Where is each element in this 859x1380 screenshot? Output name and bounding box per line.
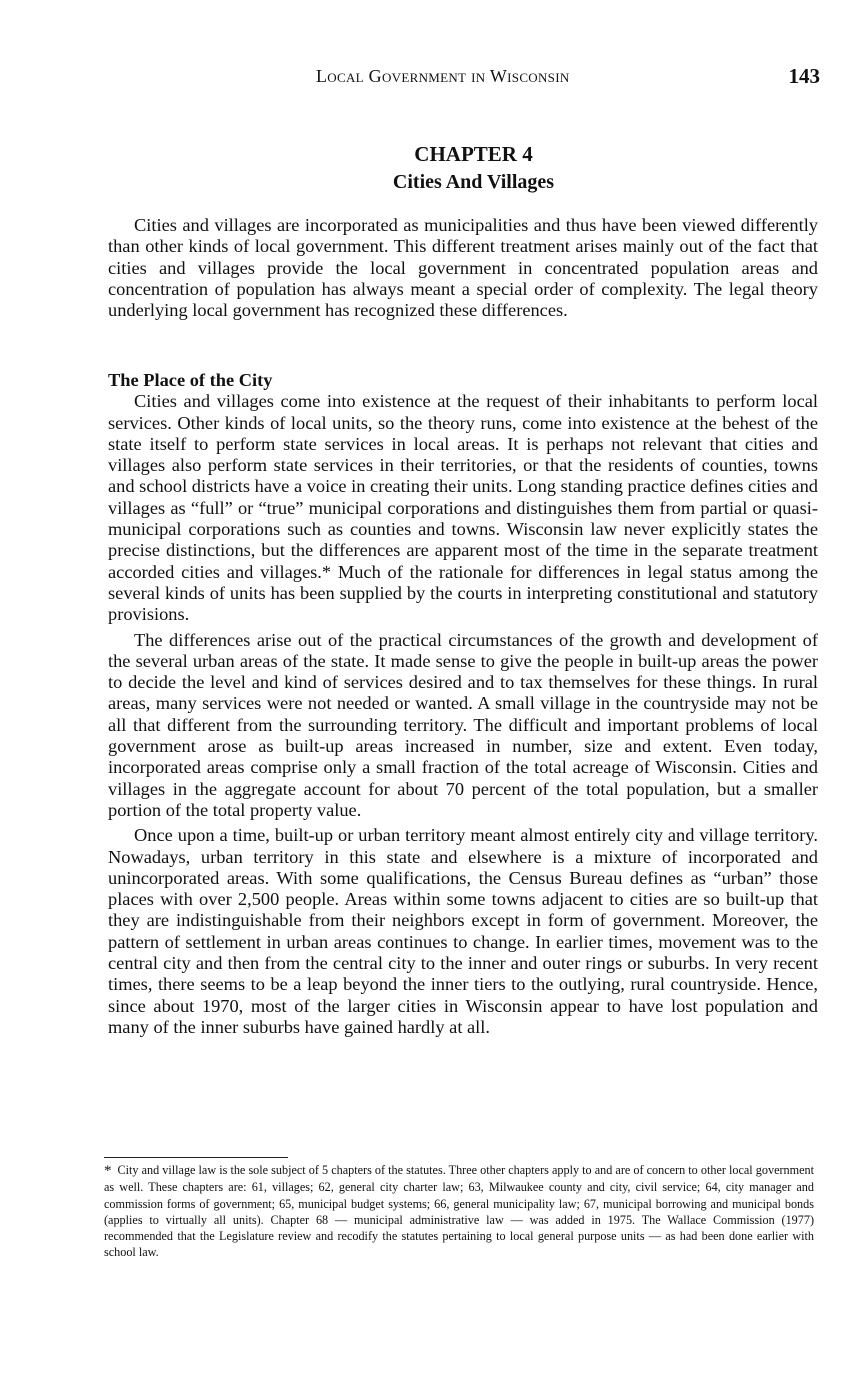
footnote — [104, 1162, 814, 1261]
body-paragraph: Cities and villages come into existence at the request of their inhabitants to perform local services. Other kinds of local units, so the theory runs, come into existence at the behest of the state itself to perform state services in local areas. It is perhaps not relevant that cities and villages also perform state services in their territories, or that the residents of counties, towns and school districts have a voice in creating their units. Long standing practice defines cities and villages as “full” or “true” municipal corporations and distinguishes them from partial or quasi-municipal corporations such as counties and towns. Wisconsin law never explicitly states the precise distinctions, but the differences are apparent most of the time in the separate treatment accorded cities and villages.* Much of the rationale for differences in legal status among the several kinds of units has been supplied by the courts in interpreting constitutional and statutory provisions. — [108, 391, 818, 625]
intro-block — [108, 215, 818, 321]
footnote-text: City and village law is the sole subject of 5 chapters of the statutes. Three other chapters apply to and are of concern to other local government as well. These chapters are: 61, villages; 62, general city charter law; 63, Milwaukee county and city, civil service; 64, city manager and commission forms of government; 65, municipal budget systems; 66, general municipality law; 67, municipal borrowing and municipal bonds (applies to virtually all units). Chapter 68 — municipal administrative law — was added in 1975. The Wallace Commission (1977) recommended that the Legislature review and recodify the statutes pertaining to local general purpose units — as had been done earlier with school law. — [104, 1163, 814, 1260]
chapter-title: Cities And Villages — [392, 171, 555, 193]
intro-paragraph: Cities and villages are incorporated as municipalities and thus have been viewed differently than other kinds of local government. This different treatment arises mainly out of the fact that cities and villages provide the local government in concentrated population areas and concentration of population has always meant a special order of complexity. The legal theory underlying local government has recognized these differences. — [108, 215, 818, 321]
section-place-of-the-city — [108, 370, 818, 1038]
footnote-divider — [104, 1157, 288, 1158]
chapter-number: CHAPTER 4 — [414, 142, 533, 166]
footnote-mark: * — [104, 1163, 112, 1179]
chapter-heading — [108, 140, 819, 196]
running-title: Local Government in Wisconsin — [316, 66, 570, 86]
running-head — [0, 66, 859, 90]
body-paragraph: The differences arise out of the practical circumstances of the growth and development of the several urban areas of the state. It made sense to give the people in built-up areas the power to decide the level and kind of services desired and to tax themselves for these things. In rural areas, many services were not needed or wanted. A small village in the countryside may not be all that different from the surrounding territory. The difficult and important problems of local government arose as built-up areas increased in number, size and extent. Even today, incorporated areas comprise only a small fraction of the total acreage of Wisconsin. Cities and villages in the aggregate account for about 70 percent of the total population, but a smaller portion of the total property value. — [108, 629, 818, 820]
body-paragraph: Once upon a time, built-up or urban territory meant almost entirely city and village territory. Nowadays, urban territory in this state and elsewhere is a mixture of incorporated and unincorporated areas. With some qualifications, the Census Bureau defines as “urban” those places with over 2,500 people. Areas within some towns adjacent to cities are so built-up that they are indistinguishable from their neighbors except in form of government. Moreover, the pattern of settlement in urban areas continues to change. In earlier times, movement was to the central city and then from the central city to the inner and outer rings or suburbs. In very recent times, there seems to be a leap beyond the inner tiers to the outlying, rural countryside. Hence, since about 1970, most of the larger cities in Wisconsin appear to have lost population and many of the inner suburbs have gained hardly at all. — [108, 825, 818, 1037]
page-number: 143 — [788, 64, 820, 88]
section-heading: The Place of the City — [108, 370, 273, 390]
